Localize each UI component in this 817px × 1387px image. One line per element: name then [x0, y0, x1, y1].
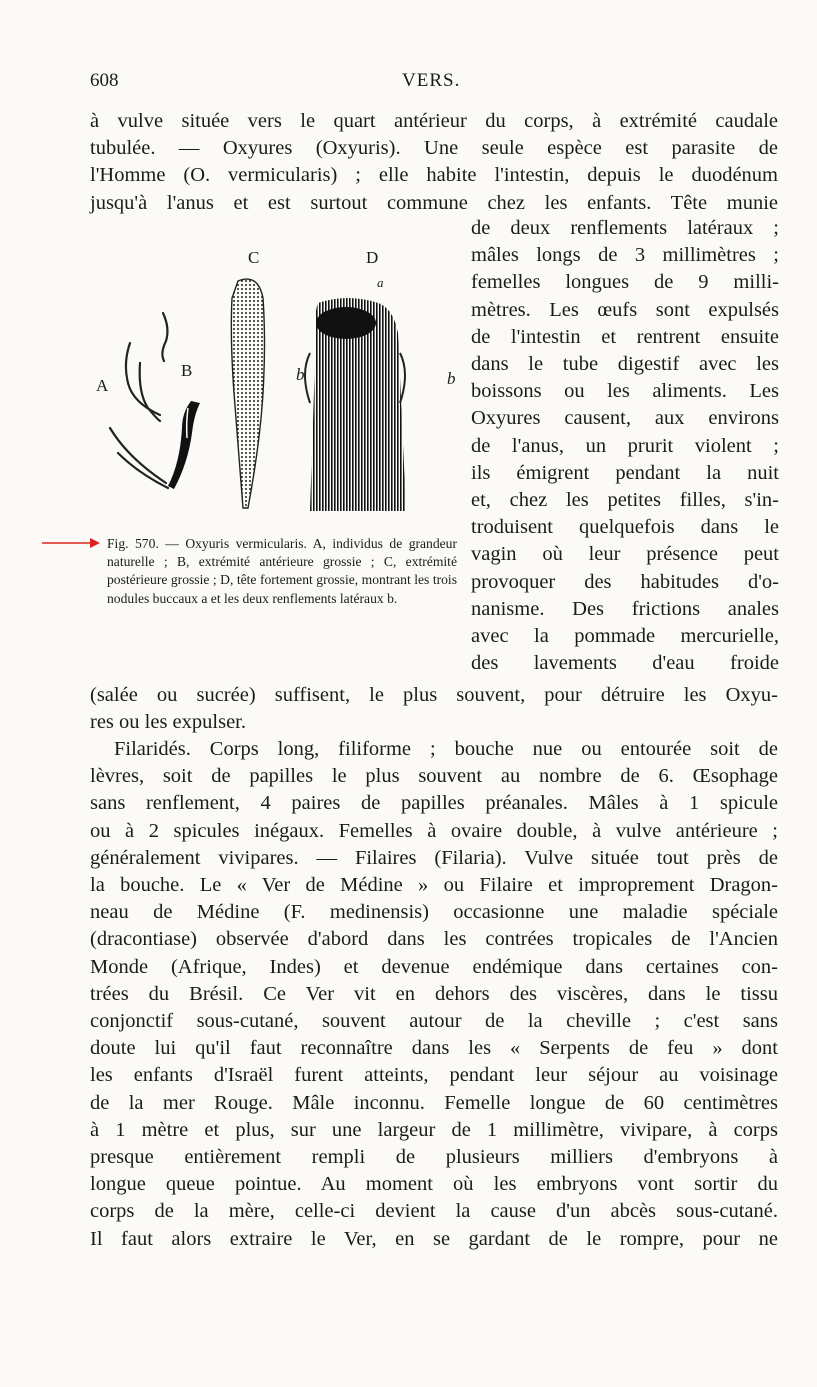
head-drawing	[305, 298, 406, 511]
text-line: de la mer Rouge. Mâle inconnu. Femelle longue de 60 centimètres	[90, 1091, 778, 1114]
text-line: de l'intestin et rentrent ensuite	[471, 325, 779, 348]
paragraph-filarides	[90, 736, 778, 1253]
red-arrow-marker	[40, 536, 100, 550]
running-title: VERS.	[402, 70, 461, 91]
text-line: neau de Médine (F. medinensis) occasionne une maladie spéciale	[90, 901, 778, 924]
text-line: ou à 2 spicules inégaux. Femelles à ovaire double, à vulve antérieure ;	[90, 819, 778, 842]
figure-label-nodules: a	[377, 275, 384, 290]
text-line: Monde (Afrique, Indes) et devenue endémique dans certaines con-	[90, 955, 778, 978]
text-line: troduisent quelquefois dans le	[471, 516, 779, 539]
text-line: ils émigrent pendant la nuit	[471, 461, 779, 484]
page-number: 608	[90, 70, 119, 91]
text-line: femelles longues de 9 milli-	[471, 271, 779, 294]
figure-label-a: A	[96, 376, 109, 395]
side-column-text	[471, 215, 779, 677]
oxyuris-illustration	[88, 243, 460, 523]
text-line: lèvres, soit de papilles le plus souvent au nombre de 6. Œsophage	[90, 765, 778, 788]
text-line: à 1 mètre et plus, sur une largeur de 1 millimètre, vivipare, à corps	[90, 1118, 778, 1141]
text-line: des lavements d'eau froide	[471, 652, 779, 675]
text-line: (salée ou sucrée) suffisent, le plus souvent, pour détruire les Oxyu-	[90, 684, 778, 706]
paragraph-treatment	[90, 682, 778, 736]
worms-natural-size	[110, 313, 168, 488]
text-line: mâles longs de 3 millimètres ;	[471, 244, 779, 267]
text-line: à vulve située vers le quart antérieur du corps, à extrémité caudale	[90, 110, 778, 132]
text-line: res ou les expulser.	[90, 711, 246, 734]
figure-label-d: D	[366, 248, 379, 267]
text-line: trées du Brésil. Ce Ver vit en dehors des viscères, dans le tissu	[90, 982, 778, 1005]
text-line: provoquer des habitudes d'o-	[471, 570, 779, 593]
text-line: vagin où leur présence peut	[471, 543, 779, 566]
text-line: de deux renflements latéraux ;	[471, 217, 779, 239]
text-line: l'Homme (O. vermicularis) ; elle habite l'intestin, depuis le duodénum	[90, 164, 778, 187]
text-line: généralement vivipares. — Filaires (Filaria). Vulve située tout près de	[90, 846, 778, 869]
text-line: boissons ou les aliments. Les	[471, 380, 779, 403]
text-line: dans le tube digestif avec les	[471, 353, 779, 376]
figure-label-c: C	[248, 248, 260, 267]
text-line: les enfants d'Israël furent atteints, pendant leur séjour au voisinage	[90, 1064, 778, 1087]
figure-caption: Fig. 570. — Oxyuris vermicularis. A, individus de grandeur naturelle ; B, extrémité antérieure grossie ; C, extrémité postérieure grossie ; D, tête fortement grossie, montrant les trois nodules buccaux a et les deux renflements latéraux b.	[107, 536, 457, 606]
text-line: la bouche. Le « Ver de Médine » ou Filaire et improprement Dragon-	[90, 874, 778, 897]
text-line: Filaridés. Corps long, filiforme ; bouche nue ou entourée soit de	[114, 738, 778, 760]
figure-label-swelling-right: b	[447, 369, 456, 388]
anterior-end-drawing	[168, 401, 200, 489]
text-line: longue queue pointue. Au moment où les embryons vont sortir du	[90, 1173, 778, 1196]
text-line: et, chez les petites filles, s'in-	[471, 489, 779, 512]
text-line: tubulée. — Oxyures (Oxyuris). Une seule espèce est parasite de	[90, 137, 778, 160]
figure-label-b: B	[181, 361, 193, 380]
text-line: Oxyures causent, aux environs	[471, 407, 779, 430]
text-line: nanisme. Des frictions anales	[471, 597, 779, 620]
text-line: de l'anus, un prurit violent ;	[471, 434, 779, 457]
text-line: mètres. Les œufs sont expulsés	[471, 298, 779, 321]
text-line: avec la pommade mercurielle,	[471, 625, 779, 648]
figure-570	[88, 243, 460, 523]
running-header	[90, 70, 780, 98]
text-line: Il faut alors extraire le Ver, en se gardant de le rompre, pour ne	[90, 1227, 778, 1250]
text-line: doute lui qu'il faut reconnaître dans les « Serpents de feu » dont	[90, 1037, 778, 1060]
text-line: presque entièrement rempli de plusieurs milliers d'embryons à	[90, 1146, 778, 1169]
text-line: sans renflement, 4 paires de papilles préanales. Mâles à 1 spicule	[90, 792, 778, 815]
figure-label-swelling-left: b	[296, 365, 305, 384]
paragraph-intro	[90, 108, 778, 217]
text-line: conjonctif sous-cutané, souvent autour de la cheville ; c'est sans	[90, 1010, 778, 1033]
text-line: (dracontiase) observée d'abord dans les contrées tropicales de l'Ancien	[90, 928, 778, 951]
text-line: corps de la mère, celle-ci devient la cause d'un abcès sous-cutané.	[90, 1200, 778, 1223]
posterior-end-drawing	[231, 279, 264, 508]
text-line: jusqu'à l'anus et est surtout commune chez les enfants. Tête munie	[90, 191, 778, 214]
